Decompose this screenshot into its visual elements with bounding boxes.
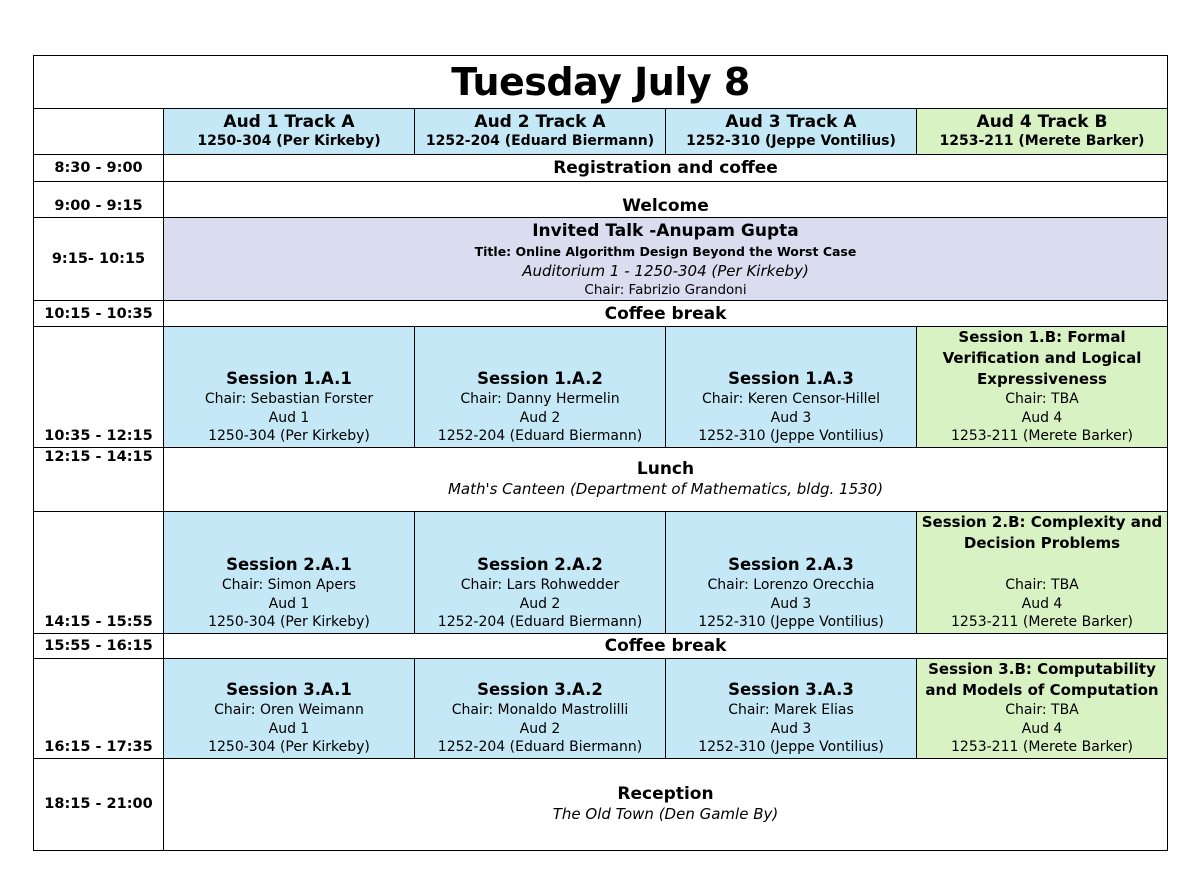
- session-room: 1252-204 (Eduard Biermann): [437, 428, 643, 444]
- session-aud: Aud 4: [1021, 720, 1063, 737]
- session-title-line: Session 2.B: Complexity and: [921, 513, 1163, 531]
- session-title: Session 1.A.3: [728, 369, 854, 388]
- session-title: Session 2.A.3: [728, 555, 854, 574]
- session-chair: Chair: TBA: [1005, 577, 1079, 593]
- session-title: Session 3.A.1: [226, 680, 352, 699]
- session-title-line: Expressiveness: [977, 370, 1107, 388]
- track-header-aud2: [415, 109, 666, 155]
- session-title-line: Decision Problems: [963, 534, 1121, 552]
- session-room: 1253-211 (Merete Barker): [951, 614, 1133, 630]
- session-2b-cell: [917, 511, 1168, 633]
- session-title-line: Session 3.B: Computability: [928, 660, 1156, 678]
- track-name: Aud 3 Track A: [725, 112, 857, 132]
- reception-label: Reception: [617, 784, 714, 804]
- session-3a1-cell: [164, 658, 415, 758]
- session-chair: Chair: TBA: [1005, 391, 1079, 407]
- session-chair: Chair: Oren Weimann: [214, 702, 364, 718]
- time-coffee-break-2: 15:55 - 16:15: [34, 633, 164, 658]
- session-aud: Aud 3: [770, 720, 812, 737]
- time-coffee-break-1: 10:15 - 10:35: [34, 301, 164, 327]
- session-2a2-cell: [415, 511, 666, 633]
- session-1b-cell: [917, 327, 1168, 448]
- session-1a3-cell: [666, 327, 917, 448]
- track-name: Aud 1 Track A: [223, 112, 355, 132]
- coffee-break-1-label: Coffee break: [164, 301, 1168, 327]
- invited-talk-chair: Chair: Fabrizio Grandoni: [584, 281, 747, 298]
- session-aud: Aud 1: [268, 720, 310, 737]
- session-chair: Chair: TBA: [1005, 702, 1079, 718]
- session-aud: Aud 1: [268, 595, 310, 612]
- time-session-2: 14:15 - 15:55: [34, 511, 164, 633]
- session-aud: Aud 4: [1021, 409, 1063, 426]
- session-aud: Aud 1: [268, 409, 310, 426]
- track-header-aud3: [666, 109, 917, 155]
- time-invited-talk: 9:15- 10:15: [34, 218, 164, 301]
- session-room: 1250-304 (Per Kirkeby): [208, 614, 370, 630]
- track-room: 1250-304 (Per Kirkeby): [197, 133, 381, 149]
- session-room: 1250-304 (Per Kirkeby): [208, 428, 370, 444]
- invited-talk-subtitle: Title: Online Algorithm Design Beyond the Worst Case: [474, 243, 857, 259]
- invited-talk-cell: [164, 218, 1168, 301]
- time-header-blank: [34, 109, 164, 155]
- session-3b-cell: [917, 658, 1168, 758]
- session-chair: Chair: Monaldo Mastrolilli: [451, 702, 629, 718]
- track-header-aud1: [164, 109, 415, 155]
- session-room: 1252-204 (Eduard Biermann): [437, 739, 643, 755]
- lunch-location: Math's Canteen (Department of Mathematics, bldg. 1530): [447, 480, 884, 498]
- session-room: 1252-310 (Jeppe Vontilius): [698, 428, 884, 444]
- track-name: Aud 2 Track A: [474, 112, 606, 132]
- session-title-line: and Models of Computation: [925, 681, 1159, 699]
- session-room: 1253-211 (Merete Barker): [951, 739, 1133, 755]
- lunch-label: Lunch: [636, 459, 695, 479]
- session-chair: Chair: Keren Censor-Hillel: [701, 391, 880, 407]
- reception-location: The Old Town (Den Gamle By): [552, 805, 779, 823]
- page-title: Tuesday July 8: [34, 56, 1168, 109]
- session-chair: Chair: Marek Elias: [728, 702, 854, 718]
- session-room: 1252-310 (Jeppe Vontilius): [698, 614, 884, 630]
- session-3a3-cell: [666, 658, 917, 758]
- track-room: 1252-310 (Jeppe Vontilius): [686, 133, 896, 149]
- session-2a3-cell: [666, 511, 917, 633]
- reception-cell: [164, 758, 1168, 850]
- session-title: Session 1.A.2: [477, 369, 603, 388]
- session-3a2-cell: [415, 658, 666, 758]
- session-aud: Aud 2: [519, 409, 561, 426]
- session-aud: Aud 2: [519, 720, 561, 737]
- session-aud: Aud 2: [519, 595, 561, 612]
- time-lunch: 12:15 - 14:15: [34, 447, 164, 511]
- track-name: Aud 4 Track B: [976, 112, 1108, 132]
- session-title-line: Session 1.B: Formal: [958, 328, 1126, 346]
- session-aud: Aud 3: [770, 409, 812, 426]
- session-room: 1252-204 (Eduard Biermann): [437, 614, 643, 630]
- time-session-3: 16:15 - 17:35: [34, 658, 164, 758]
- registration-label: Registration and coffee: [164, 155, 1168, 182]
- session-chair: Chair: Simon Apers: [221, 577, 357, 593]
- session-title: Session 3.A.3: [728, 680, 854, 699]
- time-welcome: 9:00 - 9:15: [34, 182, 164, 218]
- session-chair: Chair: Lorenzo Orecchia: [707, 577, 875, 593]
- invited-talk-title: Invited Talk -Anupam Gupta: [532, 220, 799, 241]
- session-title-line: Verification and Logical: [942, 349, 1142, 367]
- session-title: Session 2.A.2: [477, 555, 603, 574]
- welcome-label: Welcome: [164, 182, 1168, 218]
- session-title: Session 2.A.1: [226, 555, 352, 574]
- session-2a1-cell: [164, 511, 415, 633]
- session-chair: Chair: Sebastian Forster: [204, 391, 374, 407]
- session-title: Session 3.A.2: [477, 680, 603, 699]
- session-room: 1252-310 (Jeppe Vontilius): [698, 739, 884, 755]
- session-aud: Aud 3: [770, 595, 812, 612]
- time-registration: 8:30 - 9:00: [34, 155, 164, 182]
- session-title: Session 1.A.1: [226, 369, 352, 388]
- session-room: 1253-211 (Merete Barker): [951, 428, 1133, 444]
- schedule-table: [33, 55, 1168, 851]
- track-header-aud4: [917, 109, 1168, 155]
- session-chair: Chair: Danny Hermelin: [460, 391, 620, 407]
- time-session-1: 10:35 - 12:15: [34, 327, 164, 448]
- lunch-cell: [164, 447, 1168, 511]
- session-aud: Aud 4: [1021, 595, 1063, 612]
- track-room: 1252-204 (Eduard Biermann): [425, 133, 655, 149]
- spacer: [917, 554, 1167, 576]
- time-reception: 18:15 - 21:00: [34, 758, 164, 850]
- invited-talk-location: Auditorium 1 - 1250-304 (Per Kirkeby): [522, 261, 809, 280]
- session-1a2-cell: [415, 327, 666, 448]
- track-room: 1253-211 (Merete Barker): [939, 133, 1145, 149]
- session-room: 1250-304 (Per Kirkeby): [208, 739, 370, 755]
- session-1a1-cell: [164, 327, 415, 448]
- coffee-break-2-label: Coffee break: [164, 633, 1168, 658]
- session-chair: Chair: Lars Rohwedder: [460, 577, 620, 593]
